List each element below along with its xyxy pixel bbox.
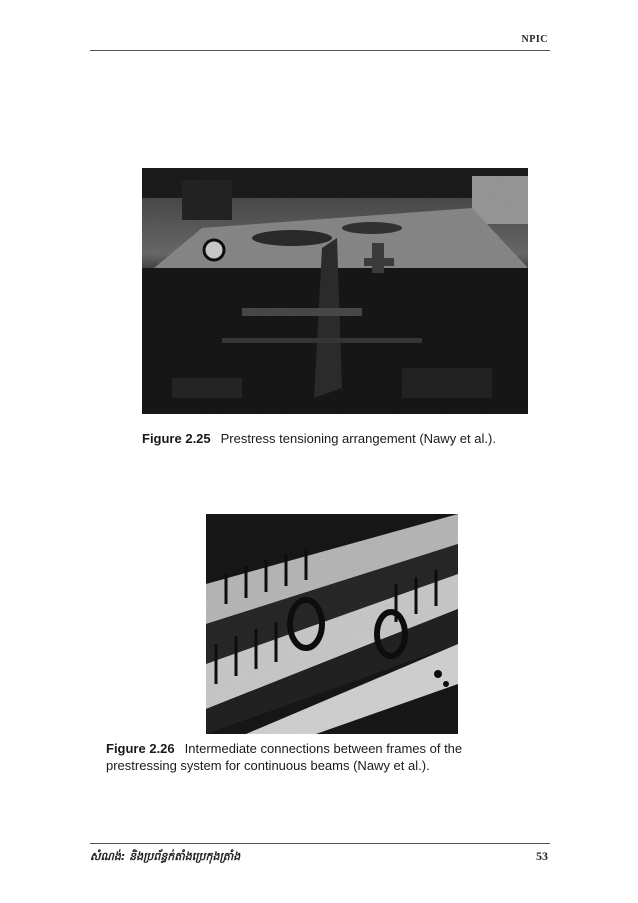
figure-label: Figure 2.26	[106, 741, 175, 756]
page-number: 53	[536, 849, 548, 863]
footer-rule	[90, 843, 550, 844]
figure-2-25-caption	[142, 430, 582, 447]
figure-2-25-photo	[142, 168, 528, 414]
figure-label: Figure 2.25	[142, 431, 211, 446]
figure-2-26-caption	[106, 740, 536, 774]
figure-caption-text: Prestress tensioning arrangement (Nawy et al.).	[220, 431, 496, 446]
footer-left-text: សំណង់: និងប្រព័ន្ធក់តាំងប្រេកុងត្រាំង	[90, 850, 241, 863]
figure-caption-text: Intermediate connections between frames of the prestressing system for continuous beams (Nawy et al.).	[106, 741, 463, 773]
page-header-label: NPIC	[521, 34, 548, 45]
figure-2-26-photo	[206, 514, 458, 734]
header-rule	[90, 50, 550, 51]
